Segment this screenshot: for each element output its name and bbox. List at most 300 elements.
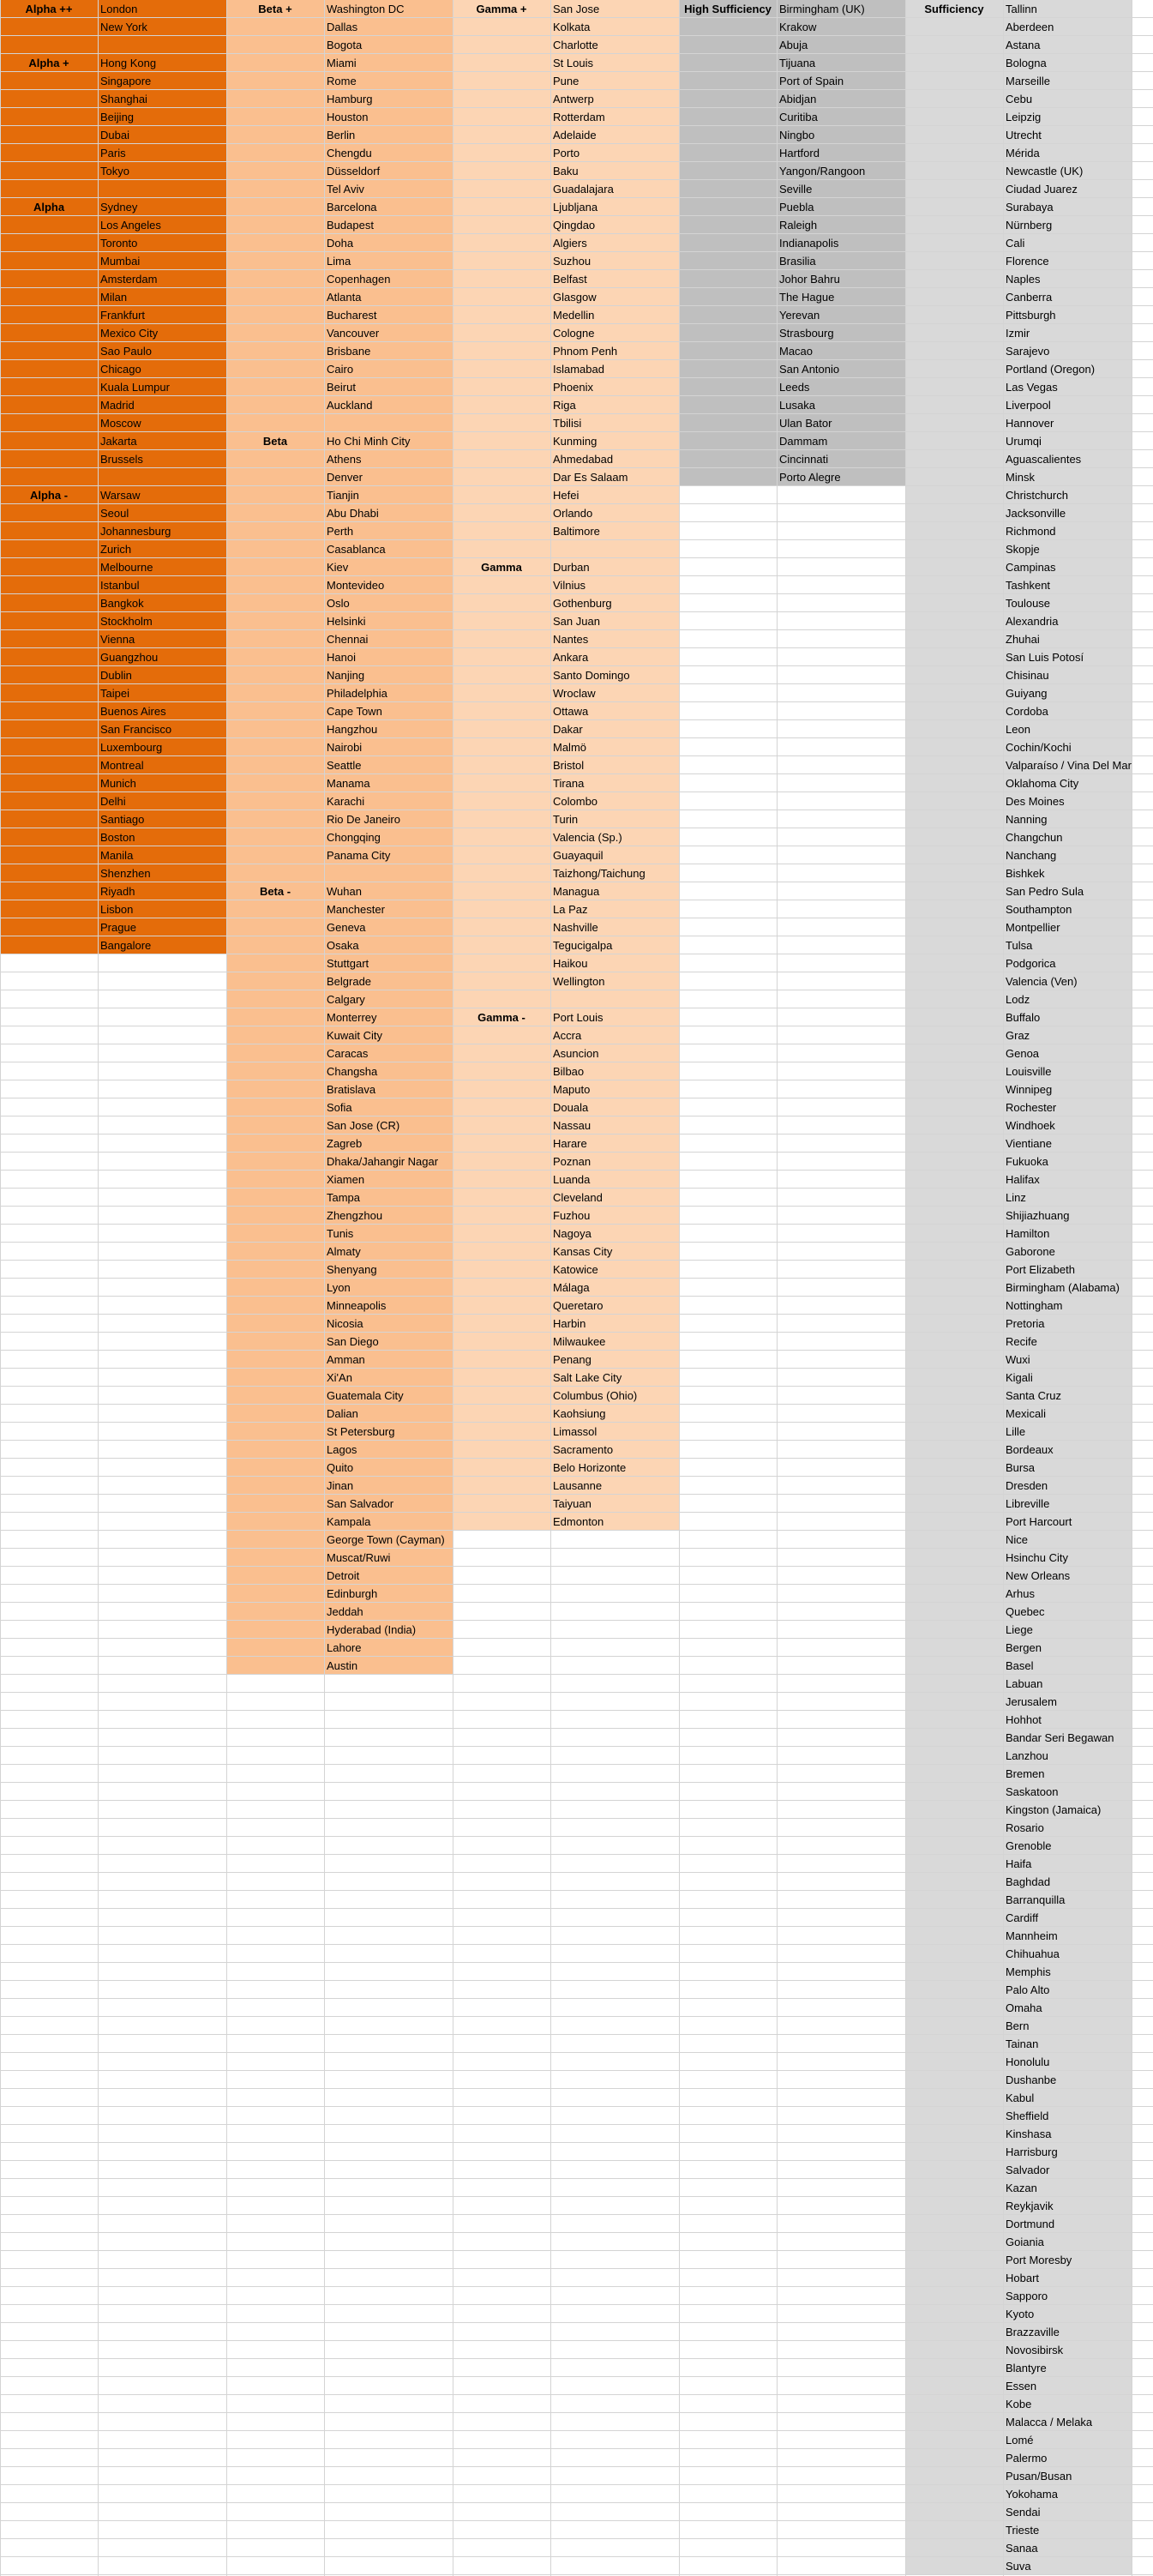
city-cell: Taiyuan (553, 1497, 592, 1510)
city-cell: Perth (327, 525, 354, 538)
city-cell: Milan (100, 291, 128, 304)
city-cell: Lille (1006, 1425, 1026, 1438)
city-cell: Athens (327, 453, 362, 466)
city-cell: Budapest (327, 219, 374, 232)
city-cell: Calgary (327, 993, 365, 1006)
city-cell: Katowice (553, 1263, 598, 1276)
city-cell: San Diego (327, 1335, 379, 1348)
city-cell: Kabul (1006, 2091, 1035, 2104)
city-cell: Belfast (553, 273, 587, 286)
city-cell: Beijing (100, 111, 135, 123)
city-cell: Bogota (327, 39, 363, 51)
grid-row-line (0, 2484, 1153, 2485)
city-cell: Windhoek (1006, 1119, 1055, 1132)
grid-row-line (0, 2376, 1153, 2377)
city-cell: Hyderabad (India) (327, 1623, 417, 1636)
city-cell: Puebla (779, 201, 814, 214)
city-cell: Ulan Bator (779, 417, 832, 430)
grid-row-line (0, 2358, 1153, 2359)
city-cell: Kansas City (553, 1245, 613, 1258)
city-cell: Poznan (553, 1155, 592, 1168)
city-cell: Cali (1006, 237, 1025, 250)
city-cell: Lomé (1006, 2434, 1034, 2447)
city-cell: Limassol (553, 1425, 598, 1438)
city-cell: Astana (1006, 39, 1041, 51)
grid-row-line (0, 2232, 1153, 2233)
city-cell: Singapore (100, 75, 152, 87)
city-cell: Mannheim (1006, 1929, 1058, 1942)
city-cell: Bratislava (327, 1083, 376, 1096)
tier-label-gamma: Gamma - (477, 1011, 525, 1024)
city-cell: Lodz (1006, 993, 1030, 1006)
city-cell: Dhaka/Jahangir Nagar (327, 1155, 439, 1168)
city-cell: Brussels (100, 453, 143, 466)
city-cell: Tashkent (1006, 579, 1051, 592)
city-cell: Moscow (100, 417, 141, 430)
city-cell: Málaga (553, 1281, 590, 1294)
city-cell: Tulsa (1006, 939, 1033, 952)
city-cell: Fukuoka (1006, 1155, 1048, 1168)
city-cell: Auckland (327, 399, 373, 412)
city-cell: Richmond (1006, 525, 1056, 538)
city-cell: Porto (553, 147, 580, 159)
city-cell: Xi'An (327, 1371, 352, 1384)
city-cell: Bern (1006, 2019, 1030, 2032)
city-cell: Port Moresby (1006, 2254, 1072, 2266)
city-cell: Ottawa (553, 705, 589, 718)
city-cell: Belo Horizonte (553, 1461, 627, 1474)
grid-row-line (0, 2448, 1153, 2449)
city-cell: Valencia (Sp.) (553, 831, 622, 844)
city-cell: Ahmedabad (553, 453, 614, 466)
grid-row-line (0, 2034, 1153, 2035)
city-cell: Rome (327, 75, 357, 87)
city-cell: Lisbon (100, 903, 134, 916)
city-cell: Hong Kong (100, 57, 157, 69)
city-cell: Guadalajara (553, 183, 614, 196)
city-cell: Cordoba (1006, 705, 1048, 718)
city-cell: Reykjavik (1006, 2200, 1054, 2212)
city-cell: New York (100, 21, 147, 33)
city-cell: Southampton (1006, 903, 1072, 916)
city-cell: Portland (Oregon) (1006, 363, 1096, 376)
city-cell: Columbus (Ohio) (553, 1389, 638, 1402)
city-cell: Mumbai (100, 255, 141, 268)
city-cell: Canberra (1006, 291, 1053, 304)
city-cell: Charlotte (553, 39, 598, 51)
city-cell: Leeds (779, 381, 810, 394)
city-cell: Quebec (1006, 1605, 1045, 1618)
city-cell: Guatemala City (327, 1389, 404, 1402)
city-cell: Sheffield (1006, 2110, 1049, 2122)
city-cell: Lima (327, 255, 351, 268)
city-cell: Chisinau (1006, 669, 1049, 682)
city-cell: Montevideo (327, 579, 385, 592)
city-cell: Arhus (1006, 1587, 1035, 1600)
grid-row-line (0, 2070, 1153, 2071)
city-cell: Dresden (1006, 1479, 1048, 1492)
city-cell: Wuxi (1006, 1353, 1030, 1366)
city-cell: Vilnius (553, 579, 586, 592)
city-cell: Buffalo (1006, 1011, 1041, 1024)
city-cell: Podgorica (1006, 957, 1056, 970)
city-cell: Suzhou (553, 255, 592, 268)
city-cell: Recife (1006, 1335, 1037, 1348)
city-cell: Salt Lake City (553, 1371, 622, 1384)
city-cell: Naples (1006, 273, 1041, 286)
city-cell: Labuan (1006, 1677, 1043, 1690)
city-cell: Nagoya (553, 1227, 592, 1240)
city-cell: Toulouse (1006, 597, 1051, 610)
grid-row-line (0, 2322, 1153, 2323)
city-cell: Abu Dhabi (327, 507, 379, 520)
city-cell: Manila (100, 849, 134, 862)
city-cell: San Francisco (100, 723, 172, 736)
city-cell: Istanbul (100, 579, 140, 592)
city-cell: Cardiff (1006, 1911, 1039, 1924)
city-cell: Muscat/Ruwi (327, 1551, 391, 1564)
grid-row-line (0, 1944, 1153, 1945)
tier-label-beta: Beta + (258, 3, 292, 15)
city-cell: Izmir (1006, 327, 1030, 340)
city-cell: Milwaukee (553, 1335, 606, 1348)
city-cell: Wuhan (327, 885, 362, 898)
city-cell: Baltimore (553, 525, 600, 538)
grid-row-line (0, 2394, 1153, 2395)
grid-row-line (0, 2142, 1153, 2143)
city-cell: Leipzig (1006, 111, 1042, 123)
city-cell: Detroit (327, 1569, 360, 1582)
city-cell: Cleveland (553, 1191, 603, 1204)
city-cell: Sapporo (1006, 2290, 1048, 2302)
grid-row-line (0, 1674, 1153, 1675)
city-cell: Kigali (1006, 1371, 1033, 1384)
city-cell: Des Moines (1006, 795, 1065, 808)
grid-row-line (0, 1998, 1153, 1999)
city-cell: Vancouver (327, 327, 380, 340)
city-cell: Washington DC (327, 3, 405, 15)
city-cell: Salvador (1006, 2164, 1050, 2176)
city-cell: Guayaquil (553, 849, 604, 862)
grid-row-line (0, 1962, 1153, 1963)
city-cell: Indianapolis (779, 237, 839, 250)
city-cell: Brisbane (327, 345, 371, 358)
city-cell: Maputo (553, 1083, 591, 1096)
city-cell: Tirana (553, 777, 585, 790)
city-cell: Nanning (1006, 813, 1048, 826)
city-cell: Nantes (553, 633, 589, 646)
city-cell: Porto Alegre (779, 471, 841, 484)
city-cell: Haifa (1006, 1857, 1032, 1870)
city-cell: Houston (327, 111, 369, 123)
city-cell: Zagreb (327, 1137, 363, 1150)
city-cell: Amman (327, 1353, 365, 1366)
grid-row-line (0, 2268, 1153, 2269)
city-cell: Kunming (553, 435, 598, 448)
city-cell: Belgrade (327, 975, 372, 988)
grid-row-line (0, 1728, 1153, 1729)
city-cell: Miami (327, 57, 357, 69)
tier-label-gamma: Gamma + (476, 3, 527, 15)
city-cell: Nairobi (327, 741, 363, 754)
tier-label-sufficiency: Sufficiency (924, 3, 984, 15)
city-cell: Nassau (553, 1119, 592, 1132)
city-cell: Bursa (1006, 1461, 1035, 1474)
city-cell: Osaka (327, 939, 359, 952)
city-cell: Cologne (553, 327, 595, 340)
city-cell: Sydney (100, 201, 138, 214)
city-cell: Florence (1006, 255, 1049, 268)
city-cell: Wellington (553, 975, 605, 988)
city-cell: Hanoi (327, 651, 356, 664)
city-cell: Hohhot (1006, 1713, 1042, 1726)
city-cell: Johannesburg (100, 525, 171, 538)
grid-row-line (0, 1836, 1153, 1837)
city-cell: Sarajevo (1006, 345, 1050, 358)
city-cell: Tbilisi (553, 417, 582, 430)
city-cell: Nashville (553, 921, 598, 934)
city-cell: Skopje (1006, 543, 1040, 556)
city-cell: Buenos Aires (100, 705, 166, 718)
grid-row-line (0, 2502, 1153, 2503)
city-cell: Xiamen (327, 1173, 365, 1186)
city-cell: Kuala Lumpur (100, 381, 170, 394)
tier-label-alpha: Alpha (33, 201, 65, 214)
city-cell: Genoa (1006, 1047, 1040, 1060)
city-cell: Tunis (327, 1227, 354, 1240)
grid-column-line (0, 0, 1, 2576)
city-cell: San Jose (CR) (327, 1119, 400, 1132)
city-cell: Guangzhou (100, 651, 159, 664)
city-cell: Montreal (100, 759, 144, 772)
city-cell: Kobe (1006, 2398, 1032, 2410)
city-cell: Las Vegas (1006, 381, 1058, 394)
city-cell: Manama (327, 777, 370, 790)
city-cell: Hobart (1006, 2272, 1040, 2284)
grid-row-line (0, 1782, 1153, 1783)
city-cell: Panama City (327, 849, 391, 862)
city-cell: Abuja (779, 39, 808, 51)
tier-label-alpha: Alpha ++ (25, 3, 73, 15)
city-cell: Tampa (327, 1191, 361, 1204)
city-cell: Liverpool (1006, 399, 1051, 412)
city-cell: Baghdad (1006, 1875, 1051, 1888)
city-cell: London (100, 3, 138, 15)
city-cell: Ljubljana (553, 201, 598, 214)
city-cell: Chengdu (327, 147, 372, 159)
city-cell: Colombo (553, 795, 598, 808)
city-cell: Port Harcourt (1006, 1515, 1072, 1528)
city-cell: Kazan (1006, 2182, 1037, 2194)
city-cell: Valencia (Ven) (1006, 975, 1078, 988)
city-cell: Port Louis (553, 1011, 604, 1024)
city-cell: Rio De Janeiro (327, 813, 400, 826)
city-cell: Tijuana (779, 57, 816, 69)
grid-row-line (0, 2304, 1153, 2305)
city-cell: Riga (553, 399, 576, 412)
city-cell: Bandar Seri Begawan (1006, 1731, 1114, 1744)
city-cell: Blantyre (1006, 2362, 1047, 2374)
city-cell: Palo Alto (1006, 1983, 1050, 1996)
city-cell: Dushanbe (1006, 2073, 1057, 2086)
city-cell: Libreville (1006, 1497, 1050, 1510)
city-cell: Ho Chi Minh City (327, 435, 411, 448)
city-cell: Harrisburg (1006, 2146, 1058, 2158)
city-cell: Liege (1006, 1623, 1033, 1636)
city-cell: Campinas (1006, 561, 1056, 574)
city-cell: Kuwait City (327, 1029, 383, 1042)
city-cell: Abidjan (779, 93, 817, 105)
city-cell: Jinan (327, 1479, 354, 1492)
grid-row-line (0, 2250, 1153, 2251)
grid-row-line (0, 2052, 1153, 2053)
grid-row-line (0, 2538, 1153, 2539)
city-cell: Helsinki (327, 615, 366, 628)
city-cell: Bucharest (327, 309, 377, 322)
city-cell: Copenhagen (327, 273, 391, 286)
city-cell: Sao Paulo (100, 345, 152, 358)
city-cell: Pretoria (1006, 1317, 1045, 1330)
city-cell: Trieste (1006, 2524, 1040, 2537)
city-cell: St Petersburg (327, 1425, 395, 1438)
city-cell: Lanzhou (1006, 1749, 1048, 1762)
city-cell: Amsterdam (100, 273, 158, 286)
city-cell: Dublin (100, 669, 132, 682)
city-cell: Montpellier (1006, 921, 1060, 934)
city-cell: Nanchang (1006, 849, 1057, 862)
city-cell: Christchurch (1006, 489, 1068, 502)
city-cell: Gothenburg (553, 597, 612, 610)
city-cell: Saskatoon (1006, 1785, 1059, 1798)
grid-row-line (0, 2016, 1153, 2017)
city-cell: Lagos (327, 1443, 357, 1456)
city-cell: Santa Cruz (1006, 1389, 1062, 1402)
city-cell: Lausanne (553, 1479, 603, 1492)
grid-row-line (0, 2430, 1153, 2431)
city-cell: Berlin (327, 129, 356, 141)
city-cell: Harbin (553, 1317, 586, 1330)
city-cell: Graz (1006, 1029, 1030, 1042)
city-cell: Strasbourg (779, 327, 834, 340)
city-cell: Jerusalem (1006, 1695, 1057, 1708)
city-cell: Dubai (100, 129, 129, 141)
city-cell: Stuttgart (327, 957, 369, 970)
city-cell: Macao (779, 345, 814, 358)
city-cell: Bordeaux (1006, 1443, 1054, 1456)
city-cell: Alexandria (1006, 615, 1059, 628)
grid-row-line (0, 1872, 1153, 1873)
city-cell: Birmingham (Alabama) (1006, 1281, 1120, 1294)
city-cell: Curitiba (779, 111, 818, 123)
grid-column-line (905, 0, 906, 2576)
tier-label-alpha: Alpha - (29, 489, 69, 502)
city-cell: Oklahoma City (1006, 777, 1079, 790)
tier-label-gamma: Gamma (481, 561, 522, 574)
city-cell: Tianjin (327, 489, 359, 502)
city-cell: Pittsburgh (1006, 309, 1056, 322)
city-cell: Cebu (1006, 93, 1033, 105)
city-cell: Novosibirsk (1006, 2344, 1064, 2356)
city-cell: Zhuhai (1006, 633, 1040, 646)
grid-row-line (0, 1692, 1153, 1693)
city-cell: Cairo (327, 363, 354, 376)
city-cell: San Luis Potosí (1006, 651, 1084, 664)
city-cell: Managua (553, 885, 600, 898)
city-cell: Winnipeg (1006, 1083, 1053, 1096)
city-cell: Luxembourg (100, 741, 163, 754)
city-cell: Gaborone (1006, 1245, 1055, 1258)
city-cell: Asuncion (553, 1047, 599, 1060)
city-cell: Harare (553, 1137, 587, 1150)
city-cell: Brazzaville (1006, 2326, 1060, 2338)
city-cell: Kiev (327, 561, 349, 574)
city-cell: Bilbao (553, 1065, 585, 1078)
city-cell: Goiania (1006, 2236, 1044, 2248)
city-cell: Doha (327, 237, 354, 250)
grid-row-line (0, 1638, 1153, 1639)
city-cell: San Juan (553, 615, 600, 628)
city-cell: Turin (553, 813, 579, 826)
city-cell: Lyon (327, 1281, 351, 1294)
grid-row-line (0, 1854, 1153, 1855)
city-cell: Pusan/Busan (1006, 2470, 1072, 2483)
city-cell: Qingdao (553, 219, 596, 232)
city-cell: Bishkek (1006, 867, 1045, 880)
city-cell: Austin (327, 1659, 358, 1672)
city-cell: Glasgow (553, 291, 597, 304)
grid-row-line (0, 1818, 1153, 1819)
city-cell: Mexico City (100, 327, 159, 340)
city-cell: Pune (553, 75, 580, 87)
city-cell: New Orleans (1006, 1569, 1071, 1582)
city-cell: Chicago (100, 363, 141, 376)
city-cell: Wroclaw (553, 687, 596, 700)
city-cell: Shenzhen (100, 867, 151, 880)
city-cell: Edmonton (553, 1515, 604, 1528)
city-cell: Geneva (327, 921, 366, 934)
city-cell: Philadelphia (327, 687, 387, 700)
city-cell: Valparaíso / Vina Del Mar (1006, 759, 1132, 772)
city-cell: Johor Bahru (779, 273, 840, 286)
grid-column-line (226, 0, 227, 2576)
city-cell: Atlanta (327, 291, 362, 304)
city-cell: Jacksonville (1006, 507, 1066, 520)
city-cell: Bristol (553, 759, 585, 772)
city-cell: Grenoble (1006, 1839, 1052, 1852)
city-cell: Basel (1006, 1659, 1034, 1672)
city-cell: Hamilton (1006, 1227, 1050, 1240)
city-cell: Zhengzhou (327, 1209, 383, 1222)
grid-row-line (0, 1926, 1153, 1927)
city-cell: Kolkata (553, 21, 591, 33)
city-cell: Douala (553, 1101, 589, 1114)
grid-row-line (0, 1710, 1153, 1711)
city-cell: Nürnberg (1006, 219, 1053, 232)
city-cell: Jakarta (100, 435, 137, 448)
city-cell: Taipei (100, 687, 129, 700)
city-cell: Taizhong/Taichung (553, 867, 646, 880)
city-cell: Honolulu (1006, 2055, 1050, 2068)
city-cell: Almaty (327, 1245, 361, 1258)
city-cell: Lusaka (779, 399, 815, 412)
city-cell: Marseille (1006, 75, 1051, 87)
city-cell: Port of Spain (779, 75, 844, 87)
city-cell: Shijiazhuang (1006, 1209, 1070, 1222)
city-cell: Antwerp (553, 93, 594, 105)
city-cell: Linz (1006, 1191, 1026, 1204)
city-cell: Chennai (327, 633, 369, 646)
city-cell: Seoul (100, 507, 129, 520)
